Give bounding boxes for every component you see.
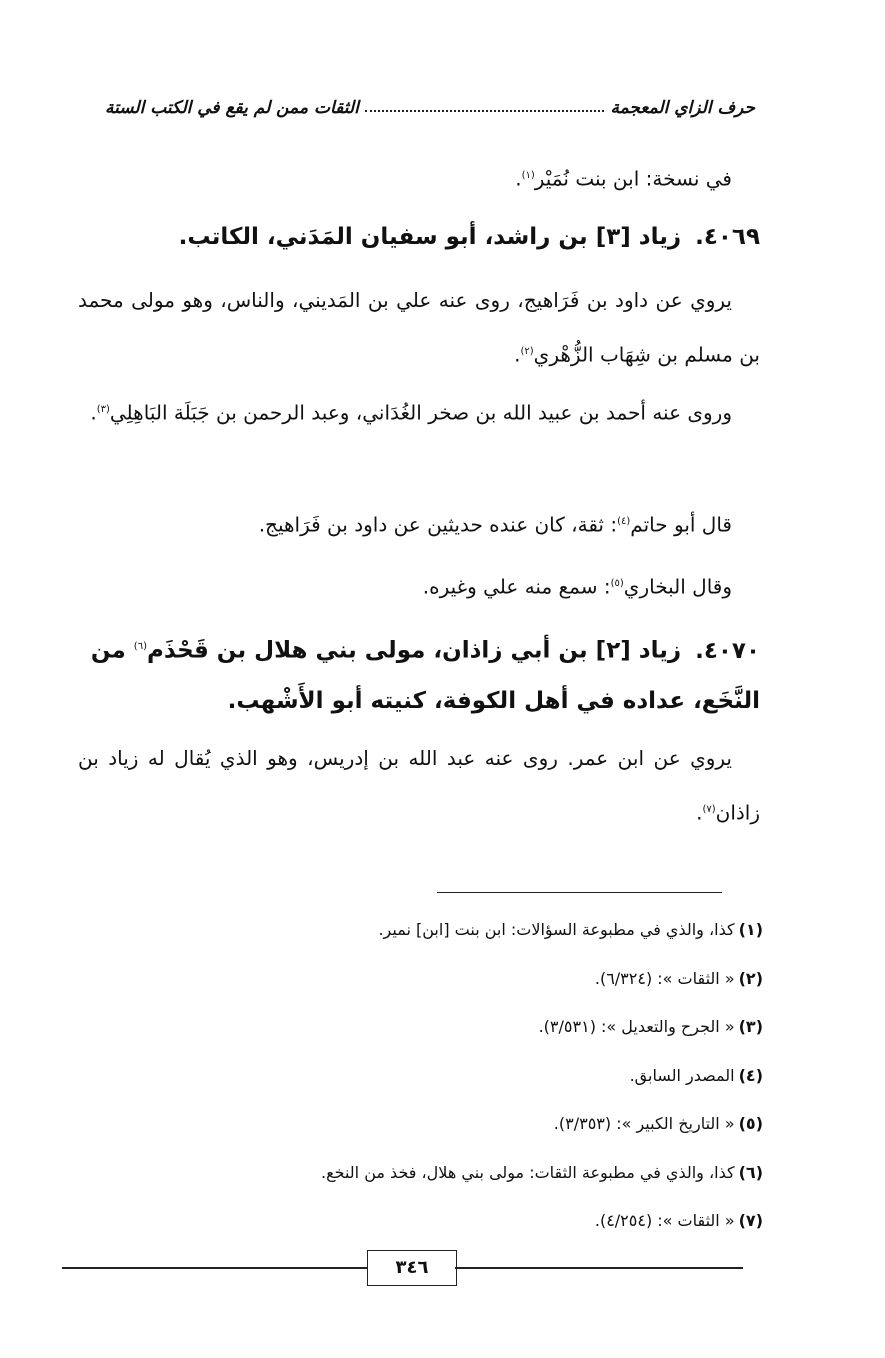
page-number: ٣٤٦ (367, 1250, 457, 1286)
entry-title: زياد [٣] بن راشد، أبو سفيان المَدَني، الكاتب. (178, 224, 682, 250)
footnote-ref: (٧) (702, 804, 716, 815)
footnote: (٣)« الجرح والتعديل »: (٣/٥٣١). (538, 1017, 763, 1036)
footnotes (78, 906, 763, 1246)
header-book-title: الثقات ممن لم يقع في الكتب الستة (105, 98, 359, 118)
running-header (105, 98, 755, 118)
paragraph: يروي عن داود بن فَرَاهيج، روى عنه علي بن المَديني، والناس، وهو مولى محمد بن مسلم بن شِهَاب الزُّهْري$^{(٢)}$. (78, 288, 760, 367)
continuation-line: في نسخة: ابن بنت نُمَيْر$^{(١)}$. (515, 166, 732, 191)
footnote-ref: (١) (521, 170, 535, 181)
entry-number: ٤٠٦٩. (695, 224, 760, 250)
header-chapter-title: حرف الزاي المعجمة (610, 98, 755, 118)
footnote-ref: (٤) (617, 516, 631, 527)
footnote: (٤)المصدر السابق. (629, 1065, 763, 1085)
footnote-ref: (٢) (520, 346, 534, 357)
footnote-ref: (٦) (133, 641, 147, 652)
bottom-rule-right (455, 1267, 743, 1269)
paragraph: وروى عنه أحمد بن عبيد الله بن صخر الغُدَاني، وعبد الرحمن بن جَبَلَة البَاهِلِي$^{(٣)}$. (90, 400, 732, 425)
footnote: (٦)كذا، والذي في مطبوعة الثقات: مولى بني هلال، فخذ من النخع. (321, 1162, 763, 1182)
paragraph: يروي عن ابن عمر. روى عنه عبد الله بن إدريس، وهو الذي يُقال له زياد بن زاذان$^{(٧)}$. (78, 746, 760, 825)
entry-heading-4070: ٤٠٧٠.زياد [٢] بن أبي زاذان، مولى بني هلال بن قَحْذَم$^{(٦)}$ من النَّخَع، عداده في أهل الكوفة، كنيته أبو الأَشْهب. (90, 637, 760, 714)
footnote: (٥)« التاريخ الكبير »: (٣/٣٥٣). (553, 1114, 763, 1133)
footnote: (٧)« الثقات »: (٤/٢٥٤). (594, 1211, 763, 1230)
footnote: (٢)« الثقات »: (٦/٣٢٤). (594, 968, 763, 988)
footnote: (١)كذا، والذي في مطبوعة السؤالات: ابن بنت [ابن] نمير. (378, 920, 763, 939)
header-dot-leader (365, 98, 605, 112)
footnote-ref: (٣) (96, 404, 110, 415)
paragraph: وقال البخاري$^{(٥)}$: سمع منه علي وغيره. (422, 574, 732, 599)
bottom-rule-left (62, 1267, 367, 1269)
footnote-ref: (٥) (610, 578, 624, 589)
footnote-separator (437, 892, 722, 893)
entry-heading-4069 (78, 212, 760, 262)
paragraph: قال أبو حاتم$^{(٤)}$: ثقة، كان عنده حديثين عن داود بن فَرَاهيج. (258, 512, 732, 537)
entry-number: ٤٠٧٠. (695, 637, 760, 664)
